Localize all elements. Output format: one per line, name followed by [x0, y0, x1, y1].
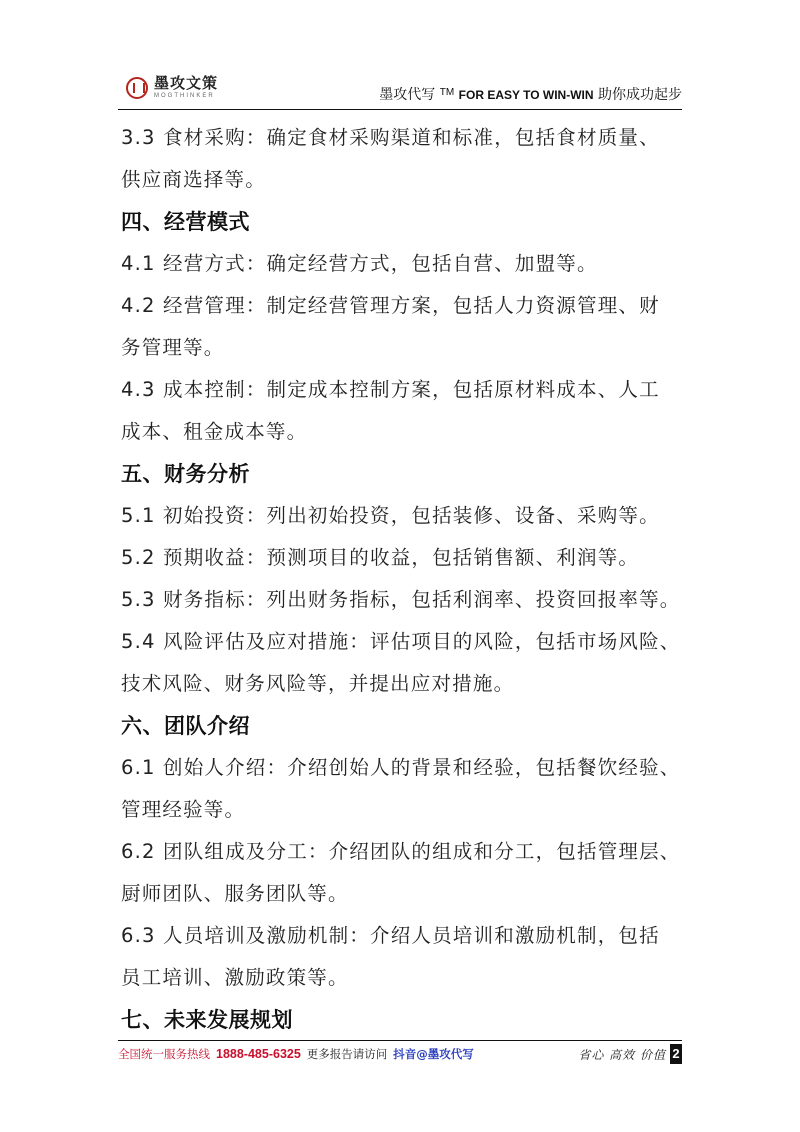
logo-name: 墨攻文策	[154, 74, 219, 92]
logo-subtitle: MOGTHINKER	[154, 93, 215, 99]
body-text-line: 务管理等。	[121, 336, 225, 359]
slogan-english: FOR EASY TO WIN-WIN	[458, 88, 594, 102]
section-heading: 五、财务分析	[121, 462, 250, 486]
body-text-line: 6.3 人员培训及激励机制：介绍人员培训和激励机制，包括	[121, 924, 660, 947]
footer-right	[578, 1044, 682, 1064]
body-text-line: 员工培训、激励政策等。	[121, 966, 349, 989]
body-text-line: 4.3 成本控制：制定成本控制方案，包括原材料成本、人工	[121, 378, 660, 401]
body-text-line: 5.4 风险评估及应对措施：评估项目的风险，包括市场风险、	[121, 630, 681, 653]
header-divider	[118, 109, 682, 110]
slogan-brand: 墨攻代写	[379, 87, 436, 103]
page-number: 2	[670, 1044, 682, 1064]
page-header	[118, 72, 682, 110]
slogan-tail: 助你成功起步	[598, 87, 682, 103]
hotline-label: 全国统一服务热线	[118, 1047, 210, 1061]
logo-icon	[126, 77, 148, 99]
section-heading: 六、团队介绍	[121, 714, 250, 738]
footer-divider	[118, 1040, 682, 1041]
footer-contact	[118, 1046, 474, 1062]
body-text-line: 成本、租金成本等。	[121, 420, 308, 443]
brand-logo	[126, 76, 218, 99]
tiktok-link[interactable]: 抖音@墨攻代写	[393, 1047, 474, 1061]
body-text-line: 4.2 经营管理：制定经营管理方案，包括人力资源管理、财	[121, 294, 660, 317]
body-text-line: 厨师团队、服务团队等。	[121, 882, 349, 905]
document-body	[121, 117, 691, 1041]
hotline-phone: 1888-485-6325	[216, 1047, 301, 1061]
body-text-line: 3.3 食材采购：确定食材采购渠道和标准，包括食材质量、	[121, 126, 660, 149]
trademark-mark: TM	[439, 87, 455, 98]
body-text-line: 管理经验等。	[121, 798, 246, 821]
footer-motto: 省心 高效 价值	[578, 1047, 666, 1062]
body-text-line: 5.2 预期收益：预测项目的收益，包括销售额、利润等。	[121, 546, 640, 569]
body-text-line: 技术风险、财务风险等，并提出应对措施。	[121, 672, 515, 695]
body-text-line: 供应商选择等。	[121, 168, 266, 191]
body-text-line: 6.2 团队组成及分工：介绍团队的组成和分工，包括管理层、	[121, 840, 681, 863]
section-heading: 四、经营模式	[121, 210, 250, 234]
header-slogan	[379, 84, 682, 104]
body-text-line: 6.1 创始人介绍：介绍创始人的背景和经验，包括餐饮经验、	[121, 756, 681, 779]
more-reports-text: 更多报告请访问	[306, 1047, 388, 1061]
body-text-line: 5.3 财务指标：列出财务指标，包括利润率、投资回报率等。	[121, 588, 681, 611]
section-heading: 七、未来发展规划	[121, 1008, 293, 1032]
body-text-line: 5.1 初始投资：列出初始投资，包括装修、设备、采购等。	[121, 504, 660, 527]
page-footer	[118, 1040, 682, 1070]
body-text-line: 4.1 经营方式：确定经营方式，包括自营、加盟等。	[121, 252, 598, 275]
